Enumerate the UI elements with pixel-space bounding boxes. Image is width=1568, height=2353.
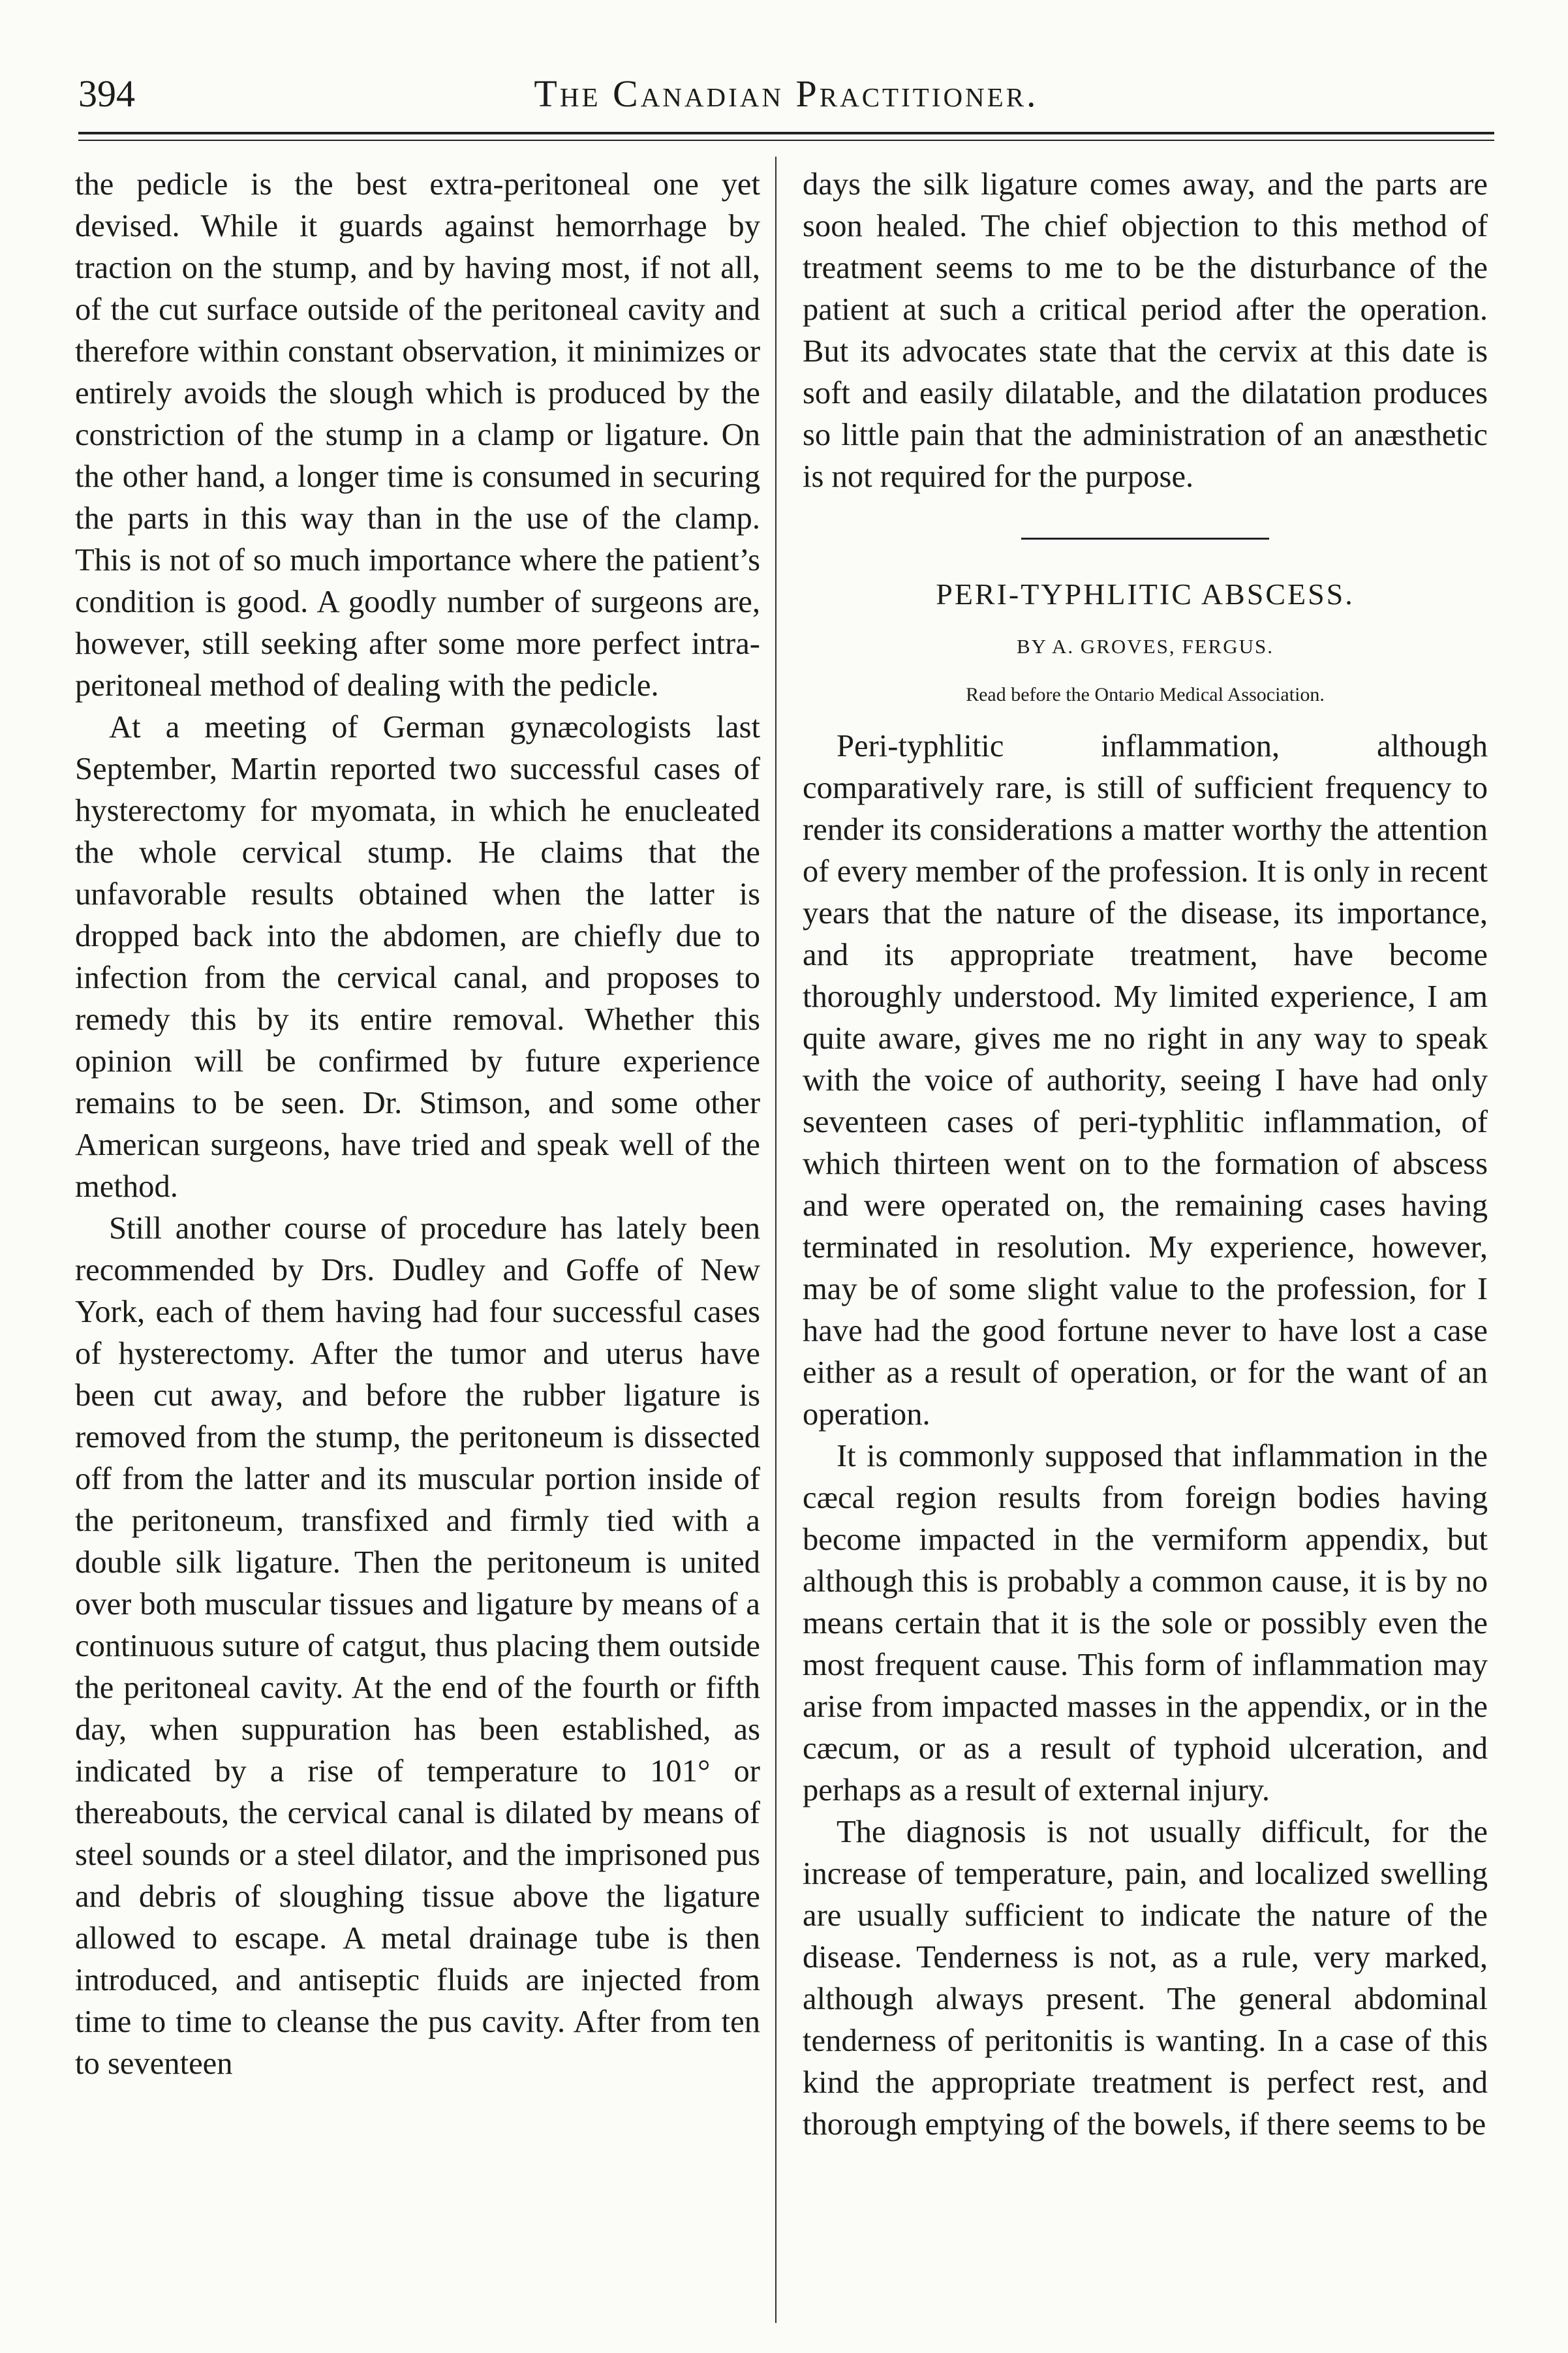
- paragraph: The diagnosis is not usually difficult, for the increase of temperature, pain, and localized swelling are usually sufficient to indicate the nature of the disease. Tenderness is not, as a rule, very marked, although always present. The general abdominal tenderness of peritonitis is wanting. In a case of this kind the appropriate treatment is perfect rest, and thorough emptying of the bowels, if there seems to be: [803, 1814, 1488, 2142]
- article-byline: BY A. GROVES, FERGUS.: [1017, 635, 1274, 658]
- paragraph: the pedicle is the best extra-peritoneal one yet devised. While it guards against hemorrhage by traction on the stump, and by having most, if not all, of the cut surface outside of the peritoneal cavity and therefore within constant observation, it minimizes or entirely avoids the slough which is produced by the constriction of the stump in a clamp or ligature. On the other hand, a longer time is consumed in securing the parts in this way than in the use of the clamp. This is not of so much importance where the patient’s condition is good. A goodly number of surgeons are, however, still seeking after some more perfect intra-peritoneal method of dealing with the pedicle.: [75, 166, 760, 703]
- section-separator: [1021, 538, 1269, 540]
- paragraph: At a meeting of German gynæcologists last September, Martin reported two successful cases of hysterectomy for myomata, in which he enucleated the whole cervical stump. He claims that the unfavorable results obtained when the latter is dropped back into the abdomen, are chiefly due to infection from the cervical canal, and proposes to remedy this by its entire removal. Whether this opinion will be confirmed by future experience remains to be seen. Dr. Stimson, and some other American surgeons, have tried and speak well of the method.: [75, 709, 760, 1204]
- right-column: [803, 163, 1488, 2145]
- article-note: Read before the Ontario Medical Association.: [966, 684, 1325, 705]
- running-title: The Canadian Practitioner.: [534, 72, 1039, 115]
- page-number: 394: [78, 72, 135, 115]
- left-column: [75, 163, 760, 2084]
- article-title: PERI-TYPHLITIC ABSCESS.: [936, 577, 1355, 611]
- paragraph: It is commonly supposed that inflammation in the cæcal region results from foreign bodies having become impacted in the vermiform appendix, but although this is probably a common cause, it is by no means certain that it is the sole or possibly even the most frequent cause. This form of inflammation may arise from impacted masses in the appendix, or in the cæcum, or as a result of typhoid ulceration, and perhaps as a result of external injury.: [803, 1438, 1488, 1807]
- paragraph: days the silk ligature comes away, and the parts are soon healed. The chief objection to this method of treatment seems to me to be the disturbance of the patient at such a critical period after the operation. But its advocates state that the cervix at this date is soft and easily dilatable, and the dilatation produces so little pain that the administration of an anæsthetic is not required for the purpose.: [803, 166, 1488, 494]
- header-rule-secondary: [78, 140, 1494, 141]
- paragraph: Peri-typhlitic inflammation, although comparatively rare, is still of sufficient frequency to render its considerations a matter worthy the attention of every member of the profession. It is only in recent years that the nature of the disease, its importance, and its appropriate treatment, have become thoroughly understood. My limited experience, I am quite aware, gives me no right in any way to speak with the voice of authority, seeing I have had only seventeen cases of peri-typhlitic inflammation, of which thirteen went on to the formation of abscess and were operated on, the remaining cases having terminated in resolution. My experience, however, may be of some slight value to the profession, for I have had the good fortune never to have lost a case either as a result of operation, or for the want of an operation.: [803, 728, 1488, 1432]
- paragraph: Still another course of procedure has lately been recommended by Drs. Dudley and Goffe of New York, each of them having had four successful cases of hysterectomy. After the tumor and uterus have been cut away, and before the rubber ligature is removed from the stump, the peritoneum is dissected off from the latter and its muscular portion inside of the peritoneum, transfixed and firmly tied with a double silk ligature. Then the peritoneum is united over both muscular tissues and ligature by means of a continuous suture of catgut, thus placing them outside the peritoneal cavity. At the end of the fourth or fifth day, when suppuration has been established, as indicated by a rise of temperature to 101° or thereabouts, the cervical canal is dilated by means of steel sounds or a steel dilator, and the imprisoned pus and debris of sloughing tissue above the ligature allowed to escape. A metal drainage tube is then introduced, and antiseptic fluids are injected from time to time to cleanse the pus cavity. After from ten to seventeen: [75, 1210, 760, 2081]
- header-rule: [78, 132, 1494, 134]
- column-divider: [775, 157, 776, 2323]
- page-header: [78, 68, 1494, 127]
